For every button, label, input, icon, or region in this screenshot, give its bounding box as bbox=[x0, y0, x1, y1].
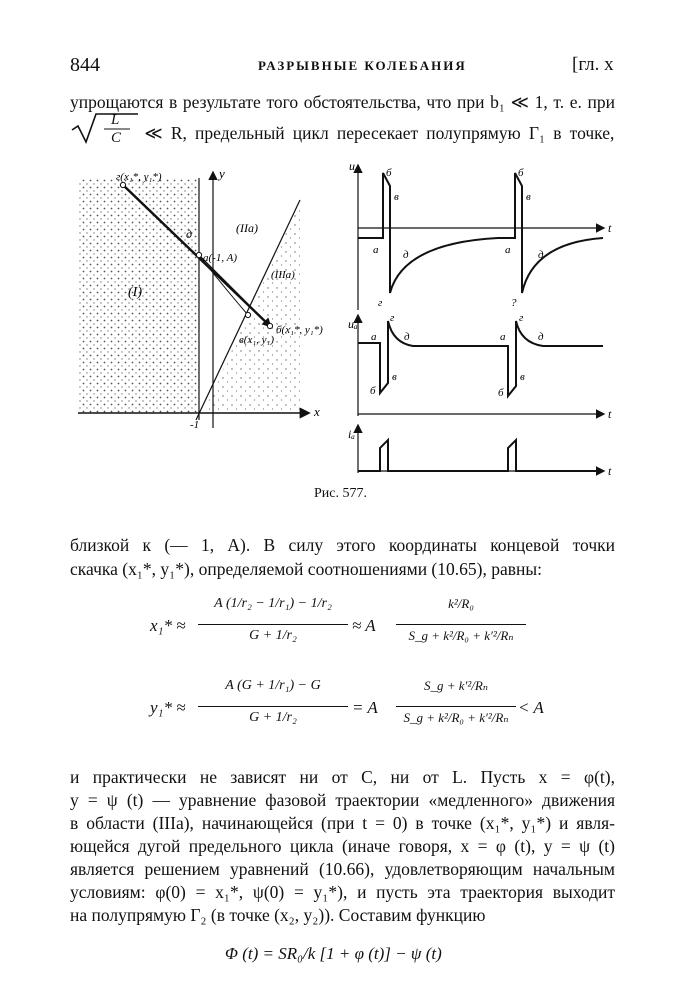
f1-denominator: G + 1/r₂ bbox=[249, 628, 297, 643]
after-line-1: и практически не зависят ни от C, ни от L. Пусть x = φ(t), bbox=[70, 767, 615, 787]
after-line-3: в области (IIIa), начинающейся (при t = 0) в точке (x₁*, y₁*) и явля- bbox=[70, 813, 615, 833]
after-line-2: y = ψ (t) — уравнение фазовой траектории «медленного» движения bbox=[70, 790, 615, 810]
f1-right-bar bbox=[396, 624, 526, 625]
point-b-marker bbox=[267, 323, 272, 328]
u-t-label: t bbox=[608, 221, 612, 235]
ua-b-label: б bbox=[370, 385, 376, 397]
ia-label: iₐ bbox=[348, 427, 355, 441]
axis-y-label: y bbox=[219, 166, 225, 181]
ua-g-label: г bbox=[390, 312, 395, 324]
minus-one-label: -1 bbox=[190, 419, 200, 431]
u-v-label: в bbox=[394, 191, 399, 203]
f1-numerator: A (1/r₂ − 1/r₁) − 1/r₂ bbox=[214, 596, 332, 611]
body-line-1: близкой к (— 1, A). В силу этого координаты концевой точки bbox=[70, 535, 615, 555]
f2-right-numerator: S_g + k′²/Rₙ bbox=[423, 678, 489, 693]
intro-line-2-text: ≪ R, предельный цикл пересекает полупрямую Γ₁ в точке, bbox=[144, 122, 615, 143]
axis-x-label: x bbox=[314, 404, 320, 419]
region-I-label: (I) bbox=[128, 285, 142, 300]
f2-right-bar bbox=[396, 706, 516, 707]
slow-trajectory bbox=[199, 255, 248, 315]
formula-y1 bbox=[150, 672, 544, 742]
f2-denominator: G + 1/r₂ bbox=[249, 710, 297, 725]
u-label: u bbox=[349, 159, 355, 173]
after-line-7: на полупрямую Γ₂ (в точке (x₂, y₂)). Составим функцию bbox=[70, 905, 486, 925]
f2-tail: < A bbox=[518, 698, 544, 717]
f2-numerator: A (G + 1/r₁) − G bbox=[225, 678, 321, 693]
chapter-label: [гл. x bbox=[572, 54, 614, 75]
f1-right-denominator: S_g + k²/R₀ + k′²/Rₙ bbox=[408, 628, 514, 643]
u-a2-label: a bbox=[505, 244, 511, 256]
f1-lhs: x₁* ≈ bbox=[150, 616, 186, 635]
ia-t-label: t bbox=[608, 464, 612, 478]
ua-waveform bbox=[358, 321, 603, 396]
sqrt-expression bbox=[70, 112, 140, 148]
u-d2-label: д bbox=[538, 249, 544, 261]
after-line-4: ющейся дугой предельного цикла (иначе говоря, x = φ (t), y = ψ (t) bbox=[70, 836, 615, 856]
ua-g2-label: г bbox=[519, 312, 524, 324]
u-d-label: д bbox=[403, 249, 409, 261]
sqrt-denominator: C bbox=[111, 130, 122, 146]
formula-phi: Φ (t) = SR₀/k [1 + φ (t)] − ψ (t) bbox=[225, 944, 442, 963]
ua-v-label: в bbox=[392, 371, 397, 383]
oscillograms bbox=[348, 159, 612, 478]
ua-t-label: t bbox=[608, 407, 612, 421]
running-title: РАЗРЫВНЫЕ КОЛЕБАНИЯ bbox=[258, 58, 467, 73]
u-b-label: б bbox=[386, 167, 392, 179]
f1-fraction-bar bbox=[198, 624, 348, 625]
after-line-5: является решением уравнений (10.66), удовлетворяющим начальным bbox=[70, 859, 615, 879]
ua-v2-label: в bbox=[520, 371, 525, 383]
point-g-marker bbox=[120, 182, 125, 187]
phase-plane bbox=[78, 166, 323, 431]
intro-line-2 bbox=[70, 112, 615, 148]
point-v-marker bbox=[245, 312, 250, 317]
formula-x1 bbox=[150, 590, 530, 660]
point-g-label: г(x₁*, y₁*) bbox=[116, 171, 162, 183]
ua-label: uₐ bbox=[348, 317, 358, 331]
body-line-2: скачка (x₁*, y₁*), определяемой соотношениями (10.65), равны: bbox=[70, 559, 542, 579]
f1-right-numerator: k²/R₀ bbox=[448, 596, 474, 611]
figure-577 bbox=[68, 158, 628, 486]
sqrt-sign-icon bbox=[70, 112, 140, 144]
jump-trajectory-lower bbox=[199, 255, 270, 326]
point-b-label: б(x₁*, y₁*) bbox=[276, 324, 323, 336]
sqrt-numerator: L bbox=[111, 112, 120, 128]
point-v-label: в(x₁, y₁) bbox=[239, 334, 275, 346]
ua-b2-label: б bbox=[498, 387, 504, 399]
ua-d-label: д bbox=[404, 331, 410, 343]
point-a-label: a(-1, A) bbox=[203, 252, 238, 264]
point-a-marker bbox=[196, 252, 201, 257]
u-g-label: г bbox=[378, 297, 383, 309]
f1-mid: ≈ A bbox=[352, 616, 376, 635]
intro-line-1: упрощаются в результате того обстоятельства, что при b₁ ≪ 1, т. е. при bbox=[70, 92, 615, 112]
ua-d2-label: д bbox=[538, 331, 544, 343]
ia-waveform bbox=[358, 440, 603, 471]
u-b2-label: б bbox=[518, 167, 524, 179]
u-v2-label: в bbox=[526, 191, 531, 203]
region-IIa-label: (IIa) bbox=[236, 221, 258, 235]
ua-a2-label: a bbox=[500, 331, 506, 343]
f2-fraction-bar bbox=[198, 706, 348, 707]
ua-a-label: a bbox=[371, 331, 377, 343]
after-line-6: условиям: φ(0) = x₁*, ψ(0) = y₁*), и пусть эта траектория выходит bbox=[70, 882, 615, 902]
f2-right-denominator: S_g + k²/R₀ + k′²/Rₙ bbox=[403, 710, 509, 725]
u-a-label: a bbox=[373, 244, 379, 256]
f2-mid: = A bbox=[352, 698, 378, 717]
point-d-label: д bbox=[186, 227, 193, 241]
u-q-label: ? bbox=[511, 297, 517, 309]
page-number: 844 bbox=[70, 54, 100, 76]
figure-caption: Рис. 577. bbox=[314, 486, 367, 501]
f2-lhs: y₁* ≈ bbox=[150, 698, 186, 717]
region-IIIa-label: (IIIa) bbox=[271, 269, 295, 281]
